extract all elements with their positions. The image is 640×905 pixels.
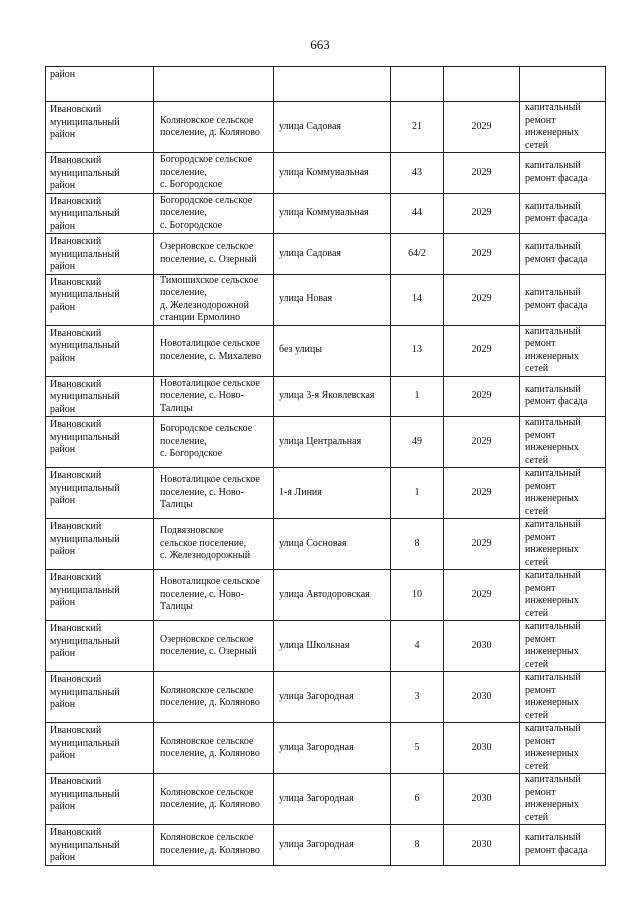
- cell-settlement: [154, 376, 274, 417]
- cell-settlement: [154, 102, 274, 153]
- cell-settlement-line: поселение, д. Коляново: [160, 748, 260, 759]
- cell-work-line: капитальный: [525, 519, 581, 530]
- cell-street: улица Коммунальная: [274, 193, 391, 234]
- cell-settlement-line: поселение, с. Ново-: [160, 390, 244, 401]
- cell-district-line: Ивановский: [50, 104, 102, 115]
- cell-settlement-line: Богородское сельское: [160, 194, 253, 206]
- cell-settlement-line: поселение,: [160, 166, 207, 178]
- cell-work-line: инженерных: [525, 442, 579, 453]
- cell-settlement-line: Новоталицкое сельское: [160, 576, 260, 588]
- cell-district-line: муниципальный: [50, 584, 120, 596]
- cell-district-line: Ивановский: [50, 419, 102, 430]
- cell-settlement-line: Озерновское сельское: [160, 241, 254, 253]
- cell-year: [444, 67, 520, 102]
- cell-district: [46, 417, 154, 468]
- table-row-continued: [46, 67, 606, 102]
- cell-district: [46, 774, 154, 825]
- cell-district-line: район: [50, 180, 76, 191]
- cell-settlement: [154, 825, 274, 866]
- cell-district: [46, 672, 154, 723]
- cell-district-line: муниципальный: [50, 533, 120, 545]
- cell-district-line: район: [50, 546, 76, 557]
- cell-street: улица Коммунальная: [274, 153, 391, 194]
- cell-work-line: инженерных: [525, 127, 579, 138]
- cell-work: [520, 153, 606, 194]
- cell-work-line: ремонт: [525, 531, 556, 543]
- cell-district-line: муниципальный: [50, 167, 120, 179]
- cell-district-line: муниципальный: [50, 686, 120, 698]
- table-row: [46, 376, 606, 417]
- cell-work-line: ремонт фасада: [525, 299, 588, 311]
- cell-house: 8: [391, 825, 444, 866]
- cell-work-line: ремонт фасада: [525, 396, 588, 408]
- cell-street: [274, 67, 391, 102]
- table-row: [46, 325, 606, 376]
- cell-settlement-line: Талицы: [160, 402, 193, 414]
- cell-work-line: сетей: [525, 139, 549, 151]
- cell-district-line: муниципальный: [50, 482, 120, 494]
- cell-work-line: капитальный: [525, 417, 581, 428]
- cell-work-line: капитальный: [525, 774, 581, 785]
- table-row: [46, 468, 606, 519]
- cell-work-line: капитальный: [525, 325, 581, 337]
- cell-district-line: Ивановский: [50, 327, 102, 339]
- table-row: [46, 570, 606, 621]
- cell-work-line: инженерных: [525, 350, 579, 362]
- cell-work: [520, 570, 606, 621]
- cell-settlement-line: с. Богородское: [160, 448, 223, 460]
- cell-settlement-line: поселение,: [160, 287, 207, 298]
- cell-year: 2030: [444, 825, 520, 866]
- cell-work-line: капитальный: [525, 383, 581, 395]
- cell-year: 2029: [444, 519, 520, 570]
- cell-house: 64/2: [391, 234, 444, 275]
- cell-year: 2029: [444, 153, 520, 194]
- cell-settlement-line: Новоталицкое сельское: [160, 474, 260, 486]
- cell-settlement: [154, 325, 274, 376]
- cell-street: улица Сосновая: [274, 519, 391, 570]
- cell-district-line: район: [50, 852, 76, 863]
- cell-work-line: ремонт фасада: [525, 253, 588, 265]
- cell-settlement-line: Талицы: [160, 499, 193, 511]
- table-row: [46, 825, 606, 866]
- cell-district-line: район: [50, 750, 76, 761]
- cell-street: улица Загородная: [274, 774, 391, 825]
- cell-work-line: ремонт: [525, 338, 556, 349]
- cell-district-line: Ивановский: [50, 674, 102, 685]
- cell-work-line: сетей: [525, 811, 549, 823]
- cell-work-line: ремонт: [525, 114, 556, 126]
- cell-settlement-line: поселение, с. Ново-: [160, 486, 244, 498]
- cell-settlement: [154, 193, 274, 234]
- cell-house: 4: [391, 621, 444, 672]
- cell-settlement: [154, 234, 274, 275]
- cell-settlement-line: поселение, д. Коляново: [160, 697, 260, 708]
- cell-settlement-line: поселение,: [160, 207, 207, 218]
- cell-work: [520, 621, 606, 672]
- cell-district: [46, 468, 154, 519]
- cell-district-line: район: [50, 648, 76, 659]
- cell-district-line: Ивановский: [50, 827, 102, 838]
- cell-work-line: инженерных: [525, 493, 579, 504]
- cell-settlement-line: поселение, с. Озерный: [160, 646, 257, 657]
- cell-district-line: Ивановский: [50, 155, 102, 166]
- cell-street: улица Автодоровская: [274, 570, 391, 621]
- cell-district-line: район: [50, 597, 76, 608]
- cell-work-line: капитальный: [525, 723, 581, 734]
- cell-settlement: [154, 67, 274, 102]
- cell-settlement-line: Тимошихское сельское: [160, 274, 259, 286]
- cell-settlement-line: поселение,: [160, 435, 207, 447]
- cell-district-line: Ивановский: [50, 776, 102, 787]
- cell-district: [46, 519, 154, 570]
- cell-work: [520, 234, 606, 275]
- cell-street: улица Новая: [274, 274, 391, 325]
- cell-year: 2030: [444, 672, 520, 723]
- cell-settlement: [154, 621, 274, 672]
- cell-settlement: [154, 774, 274, 825]
- cell-district-line: район: [50, 403, 76, 415]
- cell-house: 8: [391, 519, 444, 570]
- cell-work-line: инженерных: [525, 646, 579, 657]
- table-row: [46, 234, 606, 275]
- cell-house: 6: [391, 774, 444, 825]
- cell-work: [520, 325, 606, 376]
- cell-work-line: ремонт: [525, 429, 556, 441]
- cell-street: улица Садовая: [274, 102, 391, 153]
- cell-district-line: Ивановский: [50, 276, 102, 288]
- cell-work-line: сетей: [525, 658, 549, 670]
- cell-house: [391, 67, 444, 102]
- cell-district-line: Ивановский: [50, 521, 102, 532]
- cell-district: [46, 325, 154, 376]
- cell-work-line: ремонт фасада: [525, 844, 588, 856]
- cell-district: [46, 274, 154, 325]
- cell-settlement-line: поселение, с. Михалево: [160, 350, 262, 362]
- cell-settlement-line: д. Железнодорожной: [160, 299, 249, 311]
- cell-settlement-line: Коляновское сельское: [160, 684, 254, 696]
- cell-settlement-line: Новоталицкое сельское: [160, 338, 260, 349]
- cell-settlement-line: Новоталицкое сельское: [160, 377, 260, 389]
- cell-district: [46, 723, 154, 774]
- cell-house: 5: [391, 723, 444, 774]
- cell-work-line: сетей: [525, 505, 549, 517]
- cell-district-line: район: [50, 444, 76, 455]
- cell-district-line: Ивановский: [50, 470, 102, 481]
- cell-year: 2029: [444, 325, 520, 376]
- cell-work-line: капитальный: [525, 160, 581, 172]
- cell-work: [520, 102, 606, 153]
- cell-district: [46, 376, 154, 417]
- cell-settlement-line: станции Ермолино: [160, 312, 241, 323]
- cell-year: 2029: [444, 417, 520, 468]
- cell-work: [520, 67, 606, 102]
- cell-work-line: капитальный: [525, 241, 581, 253]
- cell-settlement: [154, 417, 274, 468]
- cell-settlement-line: Богородское сельское: [160, 154, 253, 165]
- cell-district-line: муниципальный: [50, 340, 120, 351]
- cell-work: [520, 274, 606, 325]
- cell-house: 49: [391, 417, 444, 468]
- cell-work-line: ремонт: [525, 582, 556, 594]
- cell-settlement-line: Коляновское сельское: [160, 114, 254, 126]
- cell-settlement-line: сельское поселение,: [160, 537, 247, 549]
- table-row: [46, 621, 606, 672]
- cell-district: [46, 621, 154, 672]
- cell-work: [520, 193, 606, 234]
- cell-district-line: Ивановский: [50, 572, 102, 583]
- cell-district: район: [46, 67, 154, 102]
- cell-district: [46, 825, 154, 866]
- cell-house: 44: [391, 193, 444, 234]
- cell-work-line: капитальный: [525, 468, 581, 479]
- cell-settlement-line: Озерновское сельское: [160, 633, 254, 645]
- cell-district-line: район: [50, 801, 76, 812]
- cell-settlement-line: поселение, д. Коляново: [160, 127, 260, 138]
- cell-work-line: инженерных: [525, 595, 579, 606]
- cell-house: 10: [391, 570, 444, 621]
- cell-work-line: сетей: [525, 709, 549, 721]
- cell-district-line: муниципальный: [50, 431, 120, 443]
- cell-district-line: Ивановский: [50, 378, 102, 390]
- table-row: [46, 672, 606, 723]
- cell-district-line: Ивановский: [50, 623, 102, 634]
- cell-settlement-line: с. Богородское: [160, 219, 223, 231]
- cell-district-line: район: [50, 261, 76, 272]
- table-row: [46, 417, 606, 468]
- cell-house: 13: [391, 325, 444, 376]
- cell-work-line: капитальный: [525, 621, 581, 632]
- cell-work-line: инженерных: [525, 544, 579, 555]
- cell-district-line: район: [50, 129, 76, 140]
- table-row: [46, 193, 606, 234]
- cell-street: улица Школьная: [274, 621, 391, 672]
- cell-settlement-line: Коляновское сельское: [160, 832, 254, 844]
- cell-settlement: [154, 672, 274, 723]
- cell-street: улица Центральная: [274, 417, 391, 468]
- table-row: [46, 774, 606, 825]
- cell-district-line: муниципальный: [50, 248, 120, 260]
- cell-district-line: Ивановский: [50, 725, 102, 736]
- cell-work-line: капитальный: [525, 570, 581, 581]
- repair-schedule-table: [45, 66, 606, 866]
- cell-work: [520, 519, 606, 570]
- cell-work-line: ремонт: [525, 633, 556, 645]
- cell-work-line: ремонт: [525, 684, 556, 696]
- cell-street: улица Садовая: [274, 234, 391, 275]
- cell-district-line: муниципальный: [50, 208, 120, 219]
- cell-district-line: район: [50, 495, 76, 506]
- cell-house: 43: [391, 153, 444, 194]
- cell-year: 2030: [444, 723, 520, 774]
- cell-work: [520, 417, 606, 468]
- cell-year: 2029: [444, 468, 520, 519]
- cell-settlement-line: поселение, д. Коляново: [160, 799, 260, 810]
- cell-settlement-line: Богородское сельское: [160, 423, 253, 435]
- cell-work: [520, 774, 606, 825]
- cell-street: улица 3-я Яковлевская: [274, 376, 391, 417]
- cell-settlement: [154, 570, 274, 621]
- cell-year: 2029: [444, 193, 520, 234]
- cell-year: 2029: [444, 274, 520, 325]
- table-row: [46, 153, 606, 194]
- cell-work-line: ремонт: [525, 786, 556, 798]
- cell-settlement-line: с. Железнодорожный: [160, 550, 251, 562]
- cell-settlement-line: Коляновское сельское: [160, 786, 254, 798]
- cell-district-line: муниципальный: [50, 289, 120, 300]
- cell-district-line: муниципальный: [50, 839, 120, 851]
- cell-house: 14: [391, 274, 444, 325]
- page-number: 663: [310, 37, 330, 52]
- cell-work-line: ремонт: [525, 480, 556, 492]
- cell-settlement: [154, 723, 274, 774]
- cell-district-line: Ивановский: [50, 236, 102, 247]
- cell-house: 1: [391, 376, 444, 417]
- cell-work: [520, 468, 606, 519]
- cell-year: 2029: [444, 376, 520, 417]
- cell-work-line: капитальный: [525, 200, 581, 212]
- cell-street: улица Загородная: [274, 723, 391, 774]
- cell-settlement-line: поселение, д. Коляново: [160, 844, 260, 856]
- cell-district: [46, 153, 154, 194]
- cell-settlement-line: Коляновское сельское: [160, 735, 254, 747]
- cell-work-line: капитальный: [525, 287, 581, 298]
- cell-work-line: сетей: [525, 760, 549, 772]
- cell-district: [46, 570, 154, 621]
- cell-district: [46, 102, 154, 153]
- cell-work-line: ремонт фасада: [525, 213, 588, 225]
- cell-district-line: муниципальный: [50, 116, 120, 128]
- cell-settlement: [154, 274, 274, 325]
- cell-work-line: инженерных: [525, 697, 579, 708]
- cell-settlement-line: Талицы: [160, 601, 193, 613]
- cell-district-line: район: [50, 301, 76, 313]
- cell-house: 21: [391, 102, 444, 153]
- cell-year: 2029: [444, 234, 520, 275]
- cell-work-line: инженерных: [525, 748, 579, 759]
- cell-house: 1: [391, 468, 444, 519]
- cell-district: [46, 193, 154, 234]
- cell-work-line: сетей: [525, 556, 549, 568]
- cell-district-line: муниципальный: [50, 737, 120, 749]
- cell-district-line: район: [50, 352, 76, 364]
- cell-district-line: район: [50, 699, 76, 710]
- cell-year: 2030: [444, 774, 520, 825]
- table-row: [46, 102, 606, 153]
- cell-work-line: сетей: [525, 607, 549, 619]
- cell-district-line: муниципальный: [50, 391, 120, 402]
- cell-street: без улицы: [274, 325, 391, 376]
- cell-year: 2029: [444, 102, 520, 153]
- cell-year: 2029: [444, 570, 520, 621]
- cell-settlement-line: Подвязновское: [160, 525, 224, 537]
- cell-settlement: [154, 153, 274, 194]
- cell-settlement-line: с. Богородское: [160, 179, 223, 190]
- table-row: [46, 519, 606, 570]
- cell-street: улица Загородная: [274, 672, 391, 723]
- table-row: [46, 274, 606, 325]
- cell-street: 1-я Линия: [274, 468, 391, 519]
- cell-work: [520, 672, 606, 723]
- cell-work: [520, 825, 606, 866]
- cell-work-line: сетей: [525, 363, 549, 374]
- cell-settlement-line: поселение, с. Ново-: [160, 588, 244, 600]
- cell-district-line: муниципальный: [50, 788, 120, 800]
- cell-work-line: капитальный: [525, 102, 581, 113]
- cell-district-line: муниципальный: [50, 635, 120, 647]
- cell-work: [520, 376, 606, 417]
- cell-work-line: ремонт фасада: [525, 172, 588, 184]
- cell-work-line: сетей: [525, 454, 549, 466]
- cell-street: улица Загородная: [274, 825, 391, 866]
- cell-district-line: Ивановский: [50, 195, 102, 207]
- cell-work-line: ремонт: [525, 735, 556, 747]
- cell-house: 3: [391, 672, 444, 723]
- cell-year: 2030: [444, 621, 520, 672]
- cell-settlement: [154, 468, 274, 519]
- cell-settlement: [154, 519, 274, 570]
- cell-district: [46, 234, 154, 275]
- cell-district-line: район: [50, 220, 76, 232]
- cell-settlement-line: поселение, с. Озерный: [160, 253, 257, 265]
- table-row: [46, 723, 606, 774]
- cell-work-line: инженерных: [525, 799, 579, 810]
- cell-work-line: капитальный: [525, 832, 581, 844]
- cell-work-line: капитальный: [525, 672, 581, 683]
- cell-work: [520, 723, 606, 774]
